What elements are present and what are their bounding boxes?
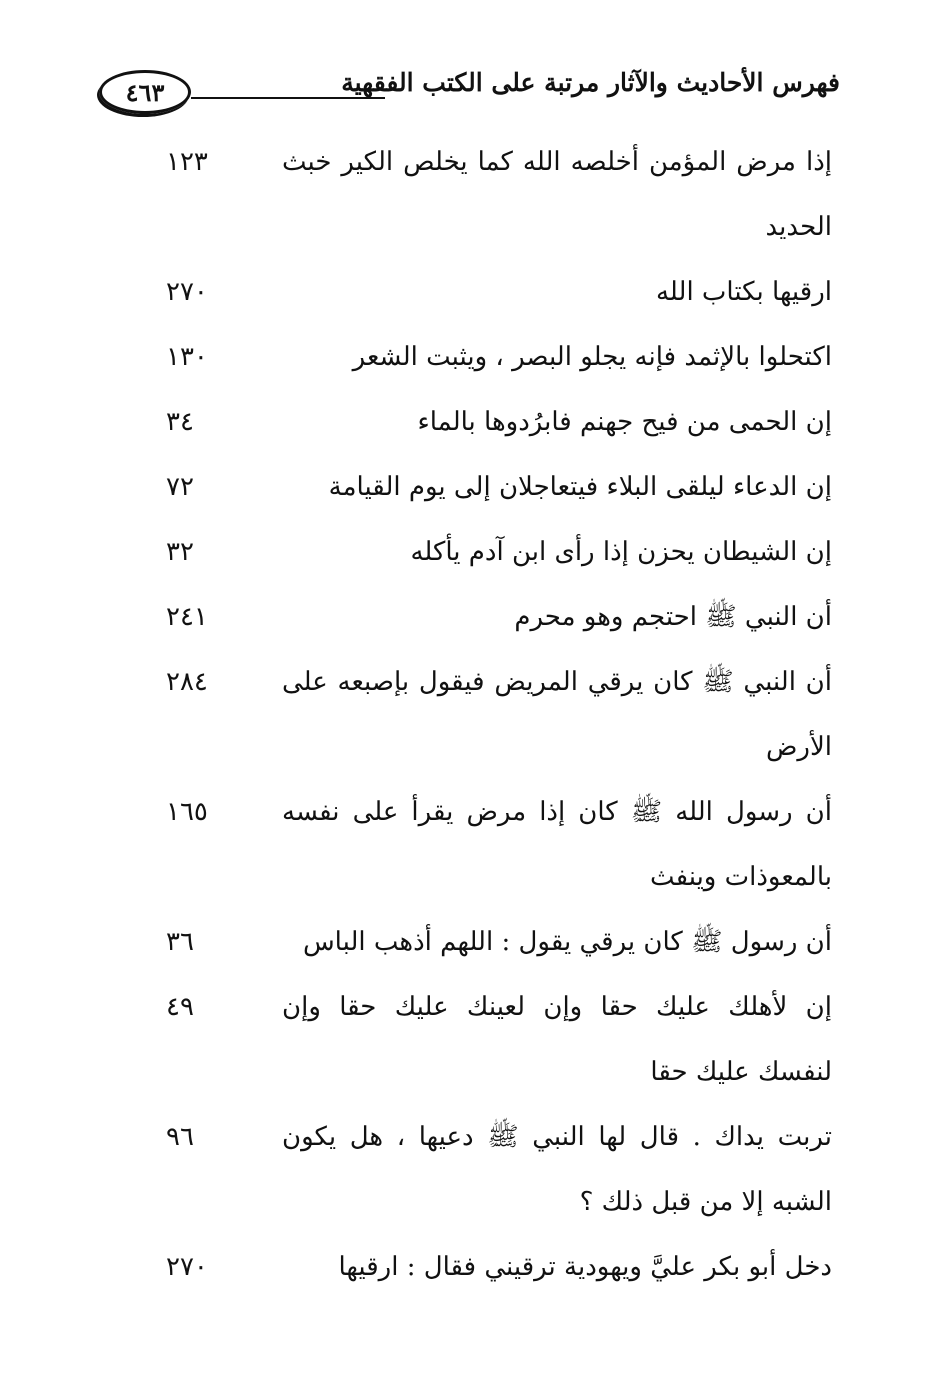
hadith-text: أن رسول ﷺ كان يرقي يقول : اللهم أذهب الباس — [302, 927, 832, 957]
header-rule — [191, 97, 385, 99]
running-title: فهرس الأحاديث والآثار مرتبة على الكتب الفقهية — [341, 68, 840, 97]
page-reference: ١٢٣ — [166, 147, 208, 177]
hadith-text: إن الحمى من فيح جهنم فابرُدوها بالماء — [417, 407, 832, 437]
page-reference: ٤٩ — [166, 992, 194, 1022]
index-entry — [150, 325, 832, 390]
page-reference: ٧٢ — [166, 472, 194, 502]
page-reference: ٩٦ — [166, 1122, 194, 1152]
index-entry — [150, 455, 832, 520]
page-reference: ١٣٠ — [166, 342, 208, 372]
index-entries — [150, 130, 832, 1300]
page-number-badge: ٤٦٣ — [99, 70, 191, 114]
index-entry — [150, 585, 832, 650]
page-reference: ٢٨٤ — [166, 667, 208, 697]
hadith-text: تربت يداك . قال لها النبي ﷺ دعيها ، هل يكون الشبه إلا من قبل ذلك ؟ — [282, 1122, 832, 1217]
index-entry — [150, 260, 832, 325]
hadith-text: إن الدعاء ليلقى البلاء فيتعاجلان إلى يوم القيامة — [328, 472, 832, 502]
hadith-text: أن النبي ﷺ احتجم وهو محرم — [514, 602, 832, 632]
index-entry — [150, 650, 832, 780]
page-reference: ٢٧٠ — [166, 277, 208, 307]
page-header — [95, 62, 840, 126]
page-reference: ٢٧٠ — [166, 1252, 208, 1282]
hadith-text: أن رسول الله ﷺ كان إذا مرض يقرأ على نفسه بالمعوذات وينفث — [282, 797, 832, 892]
hadith-text: أن النبي ﷺ كان يرقي المريض فيقول بإصبعه على الأرض — [282, 667, 832, 762]
hadith-text: اكتحلوا بالإثمد فإنه يجلو البصر ، ويثبت الشعر — [352, 342, 832, 372]
hadith-text: إذا مرض المؤمن أخلصه الله كما يخلص الكير خبث الحديد — [282, 147, 832, 242]
hadith-text: إن الشيطان يحزن إذا رأى ابن آدم يأكله — [410, 537, 832, 567]
index-entry — [150, 130, 832, 260]
index-entry — [150, 910, 832, 975]
index-entry — [150, 975, 832, 1105]
page-reference: ٣٦ — [166, 927, 194, 957]
hadith-text: ارقيها بكتاب الله — [655, 277, 832, 307]
page-reference: ٣٤ — [166, 407, 194, 437]
index-entry — [150, 1105, 832, 1235]
page-reference: ١٦٥ — [166, 797, 208, 827]
hadith-text: دخل أبو بكر عليَّ ويهودية ترقيني فقال : ارقيها — [338, 1252, 832, 1282]
index-entry — [150, 520, 832, 585]
index-entry — [150, 1235, 832, 1300]
page-reference: ٢٤١ — [166, 602, 208, 632]
hadith-text: إن لأهلك عليك حقا وإن لعينك عليك حقا وإن لنفسك عليك حقا — [282, 992, 832, 1087]
index-entry — [150, 390, 832, 455]
page-reference: ٣٢ — [166, 537, 194, 567]
index-entry — [150, 780, 832, 910]
